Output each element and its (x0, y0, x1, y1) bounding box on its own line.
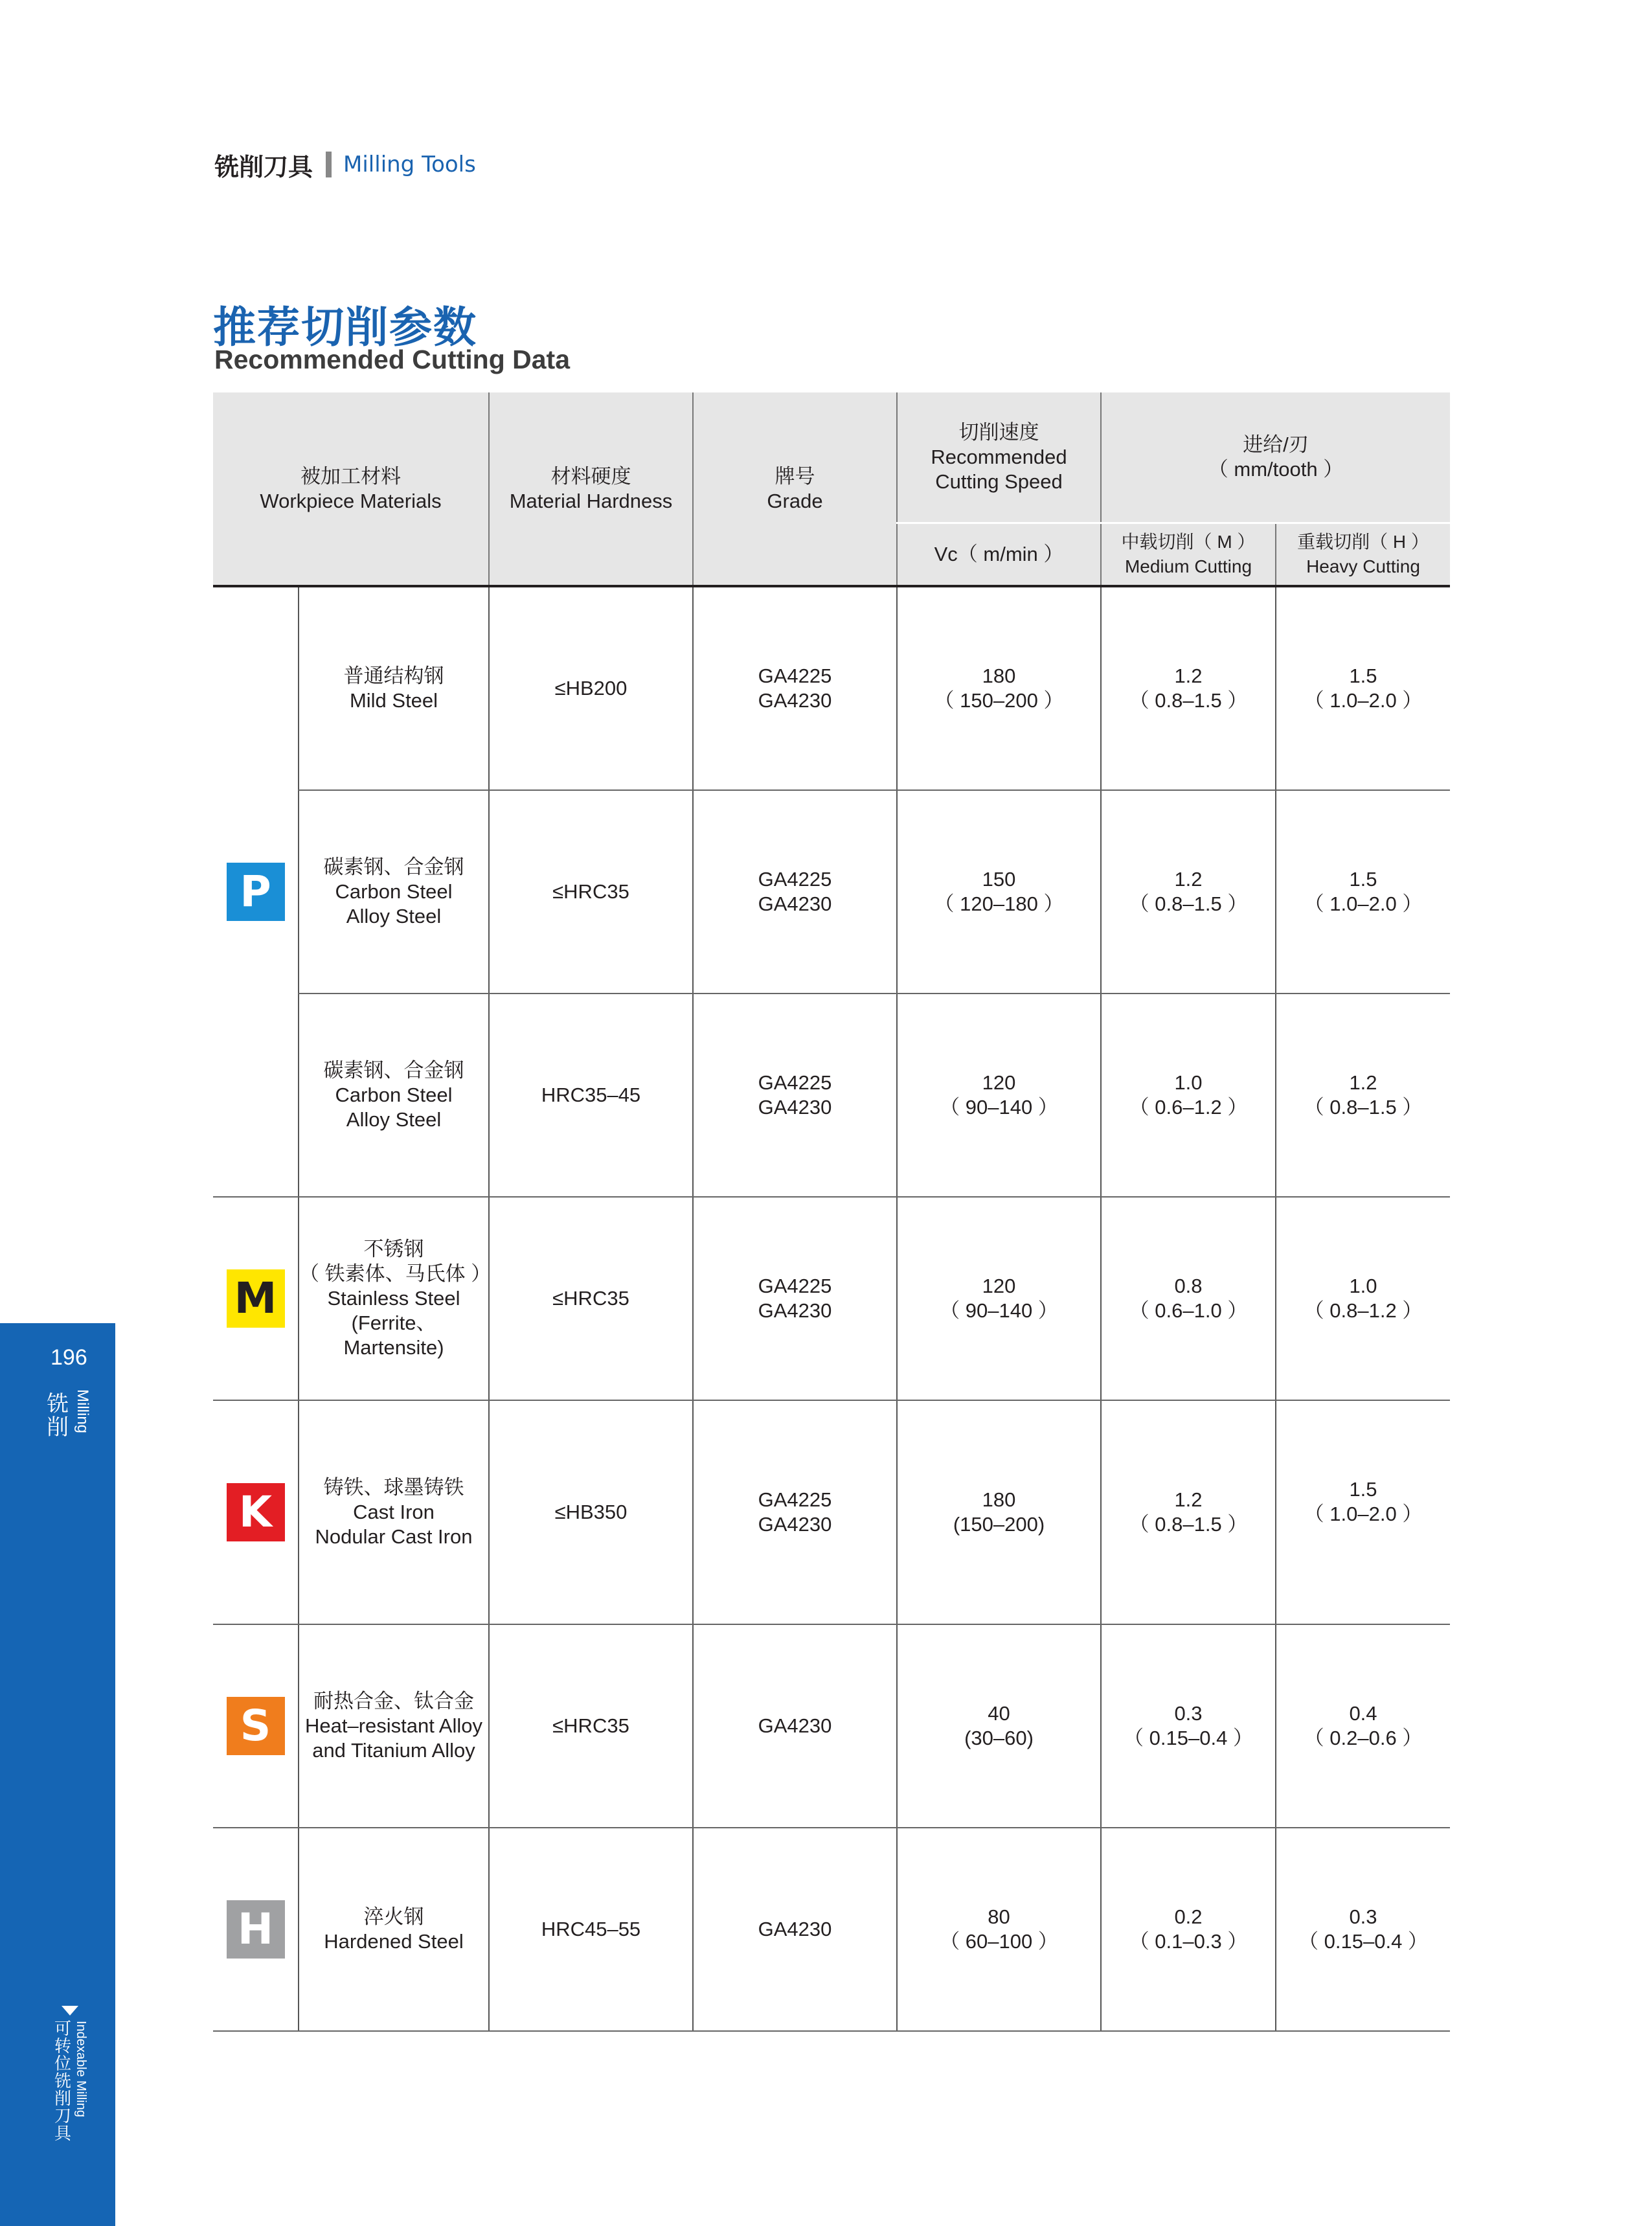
speed-cell (897, 1828, 1101, 2031)
medium-value: 0.2 (1174, 1905, 1203, 1928)
speed-value: 120 (982, 1275, 1016, 1297)
table-row (213, 1624, 1450, 1828)
speed-value: 120 (982, 1071, 1016, 1094)
hardness-cell: ≤HRC35 (489, 1197, 693, 1400)
material-en: Nodular Cast Iron (315, 1525, 473, 1548)
grade-value: GA4230 (758, 689, 832, 712)
medium-range: （ 0.8–1.5 ） (1129, 892, 1248, 915)
medium-range: （ 0.8–1.5 ） (1129, 689, 1248, 712)
speed-range: （ 120–180 ） (934, 892, 1064, 915)
heavy-range: （ 0.2–0.6 ） (1304, 1727, 1423, 1749)
material-en: (Ferrite、 (351, 1312, 436, 1334)
material-en: Heat–resistant Alloy (305, 1714, 482, 1737)
material-en: Martensite) (343, 1336, 444, 1359)
header-hardness-cn: 材料硬度 (550, 464, 631, 488)
grade-value: GA4230 (758, 1714, 832, 1737)
header-heavy (1276, 523, 1450, 587)
hardness-cell: ≤HB350 (489, 1400, 693, 1624)
heavy-range: （ 0.8–1.2 ） (1304, 1299, 1423, 1322)
medium-cell (1101, 1197, 1276, 1400)
grade-cell (693, 994, 897, 1197)
grade-value: GA4225 (758, 1488, 832, 1511)
hardness-cell: HRC35–45 (489, 994, 693, 1197)
material-en: Stainless Steel (327, 1287, 460, 1310)
heavy-value: 1.5 (1349, 1478, 1377, 1501)
header-grade (693, 392, 897, 586)
material-cell (299, 1828, 489, 2031)
triangle-down-icon (62, 2006, 78, 2016)
iso-badge-p: P (227, 863, 285, 921)
heavy-value: 0.3 (1349, 1905, 1377, 1928)
grade-value: GA4225 (758, 1275, 832, 1297)
header-title-en: Milling Tools (343, 152, 476, 177)
speed-range: （ 90–140 ） (940, 1299, 1058, 1322)
grade-value: GA4230 (758, 1513, 832, 1536)
heavy-cell (1276, 1828, 1450, 2031)
iso-badge-k: K (227, 1483, 285, 1541)
heavy-range: （ 0.15–0.4 ） (1298, 1930, 1428, 1953)
medium-cell (1101, 994, 1276, 1197)
table-body (213, 586, 1450, 2031)
speed-range: (150–200) (953, 1513, 1045, 1536)
grade-value: GA4225 (758, 1071, 832, 1094)
header-hardness-en: Material Hardness (509, 489, 673, 512)
section-title-en: Recommended Cutting Data (214, 345, 570, 374)
header-heavy-en: Heavy Cutting (1306, 556, 1420, 576)
material-en: Carbon Steel (335, 880, 453, 903)
medium-cell (1101, 1624, 1276, 1828)
heavy-cell (1276, 1197, 1450, 1400)
header-speed-en-1: Recommended (931, 446, 1067, 468)
speed-range: （ 60–100 ） (940, 1930, 1058, 1953)
speed-range: （ 90–140 ） (940, 1096, 1058, 1119)
medium-value: 0.8 (1174, 1275, 1203, 1297)
header-speed (897, 392, 1101, 523)
header-medium-cn: 中载切削（ M ） (1121, 532, 1256, 552)
section-title-cn: 推荐切削参数 (213, 302, 477, 352)
medium-cell (1101, 586, 1276, 790)
medium-cell (1101, 790, 1276, 994)
material-cn: 碳素钢、合金钢 (323, 856, 464, 878)
header-hardness (489, 392, 693, 586)
speed-cell (897, 994, 1101, 1197)
header-medium (1101, 523, 1276, 587)
medium-range: （ 0.1–0.3 ） (1129, 1930, 1248, 1953)
heavy-cell (1276, 790, 1450, 994)
header-title-cn: 铣削刀具 (214, 152, 313, 181)
iso-cell-s (213, 1624, 299, 1828)
grade-value: GA4230 (758, 892, 832, 915)
speed-range: （ 150–200 ） (934, 689, 1064, 712)
iso-badge-m: M (227, 1269, 285, 1328)
heavy-cell (1276, 586, 1450, 790)
speed-value: 180 (982, 664, 1016, 687)
page-header (214, 148, 476, 181)
heavy-range: （ 1.0–2.0 ） (1304, 1503, 1423, 1525)
hardness-cell: ≤HB200 (489, 586, 693, 790)
iso-cell-p (213, 586, 299, 1197)
material-cn: 耐热合金、钛合金 (313, 1690, 474, 1712)
material-cn: 铸铁、球墨铸铁 (323, 1476, 464, 1499)
material-cn: 淬火钢 (363, 1905, 424, 1928)
side-section-cn: 铣削 (47, 1391, 69, 1440)
header-grade-en: Grade (767, 489, 823, 512)
heavy-value: 1.2 (1349, 1071, 1377, 1094)
material-cell (299, 790, 489, 994)
grade-cell (693, 790, 897, 994)
speed-cell (897, 1197, 1101, 1400)
side-section-en: Milling (74, 1389, 91, 1434)
iso-badge-h: H (227, 1900, 285, 1959)
iso-cell-k (213, 1400, 299, 1624)
hardness-cell: ≤HRC35 (489, 1624, 693, 1828)
material-cell (299, 1624, 489, 1828)
grade-cell (693, 1197, 897, 1400)
material-en: and Titanium Alloy (312, 1739, 475, 1762)
medium-range: （ 0.6–1.0 ） (1129, 1299, 1248, 1322)
medium-range: （ 0.8–1.5 ） (1129, 1513, 1248, 1536)
table-row (213, 790, 1450, 994)
speed-cell (897, 1624, 1101, 1828)
speed-value: 180 (982, 1488, 1016, 1511)
header-feed-cn: 进给/刃 (1243, 433, 1309, 456)
material-cn: （ 铁素体、马氏体 ） (299, 1262, 492, 1285)
speed-range: (30–60) (964, 1727, 1034, 1749)
table-row (213, 1828, 1450, 2031)
header-medium-en: Medium Cutting (1124, 556, 1252, 576)
heavy-value: 1.5 (1349, 664, 1377, 687)
grade-cell (693, 1400, 897, 1624)
speed-value: 40 (988, 1702, 1010, 1725)
hardness-cell: ≤HRC35 (489, 790, 693, 994)
grade-value: GA4230 (758, 1096, 832, 1119)
heavy-value: 0.4 (1349, 1702, 1377, 1725)
header-material (213, 392, 489, 586)
page-number: 196 (51, 1345, 87, 1370)
grade-value: GA4230 (758, 1918, 832, 1940)
iso-cell-h (213, 1828, 299, 2031)
medium-cell (1101, 1828, 1276, 2031)
material-cn: 普通结构钢 (343, 664, 444, 687)
heavy-cell (1276, 1624, 1450, 1828)
header-separator (326, 152, 332, 177)
side-chapter-cn: 可转位铣削刀具 (54, 2019, 72, 2144)
heavy-range: （ 1.0–2.0 ） (1304, 892, 1423, 915)
medium-range: （ 0.6–1.2 ） (1129, 1096, 1248, 1119)
heavy-cell (1276, 994, 1450, 1197)
header-speed-en-2: Cutting Speed (935, 470, 1063, 493)
grade-cell (693, 1828, 897, 2031)
heavy-range: （ 1.0–2.0 ） (1304, 689, 1423, 712)
side-chapter-en: Indexable Milling (74, 2021, 88, 2117)
grade-cell (693, 1624, 897, 1828)
header-feed (1101, 392, 1450, 523)
speed-cell (897, 1400, 1101, 1624)
medium-value: 1.2 (1174, 868, 1203, 891)
medium-value: 1.0 (1174, 1071, 1203, 1094)
iso-cell-m (213, 1197, 299, 1400)
medium-value: 0.3 (1174, 1702, 1203, 1725)
material-cn: 不锈钢 (363, 1238, 424, 1260)
grade-value: GA4225 (758, 868, 832, 891)
material-cell (299, 586, 489, 790)
header-speed-cn: 切削速度 (958, 421, 1039, 444)
material-en: Hardened Steel (324, 1930, 464, 1953)
grade-value: GA4230 (758, 1299, 832, 1322)
grade-value: GA4225 (758, 664, 832, 687)
speed-value: 150 (982, 868, 1016, 891)
iso-badge-s: S (227, 1697, 285, 1755)
medium-value: 1.2 (1174, 1488, 1203, 1511)
material-en: Mild Steel (349, 689, 438, 712)
header-feed-unit: （ mm/tooth ） (1208, 458, 1344, 481)
grade-cell (693, 586, 897, 790)
medium-cell (1101, 1400, 1276, 1624)
table-row (213, 1400, 1450, 1624)
material-cell (299, 1197, 492, 1400)
material-en: Alloy Steel (346, 1108, 442, 1131)
heavy-value: 1.0 (1349, 1275, 1377, 1297)
header-heavy-cn: 重载切削（ H ） (1297, 532, 1429, 552)
material-cell (299, 994, 489, 1197)
material-en: Alloy Steel (346, 905, 442, 927)
table-row (213, 994, 1450, 1197)
speed-value: 80 (988, 1905, 1010, 1928)
header-grade-cn: 牌号 (775, 464, 815, 488)
material-cn: 碳素钢、合金钢 (323, 1059, 464, 1082)
medium-range: （ 0.15–0.4 ） (1124, 1727, 1253, 1749)
header-speed-unit: Vc（ m/min ） (897, 523, 1101, 587)
table-row (213, 586, 1450, 790)
table-row (213, 1197, 1450, 1400)
heavy-cell (1276, 1400, 1450, 1624)
hardness-cell: HRC45–55 (489, 1828, 693, 2031)
header-material-en: Workpiece Materials (260, 489, 442, 512)
speed-cell (897, 790, 1101, 994)
cutting-data-table (213, 392, 1450, 2032)
header-material-cn: 被加工材料 (300, 464, 401, 488)
medium-value: 1.2 (1174, 664, 1203, 687)
speed-cell (897, 586, 1101, 790)
material-cell (299, 1400, 489, 1624)
heavy-value: 1.5 (1349, 868, 1377, 891)
material-en: Cast Iron (353, 1501, 435, 1523)
heavy-range: （ 0.8–1.5 ） (1304, 1096, 1423, 1119)
material-en: Carbon Steel (335, 1084, 453, 1106)
